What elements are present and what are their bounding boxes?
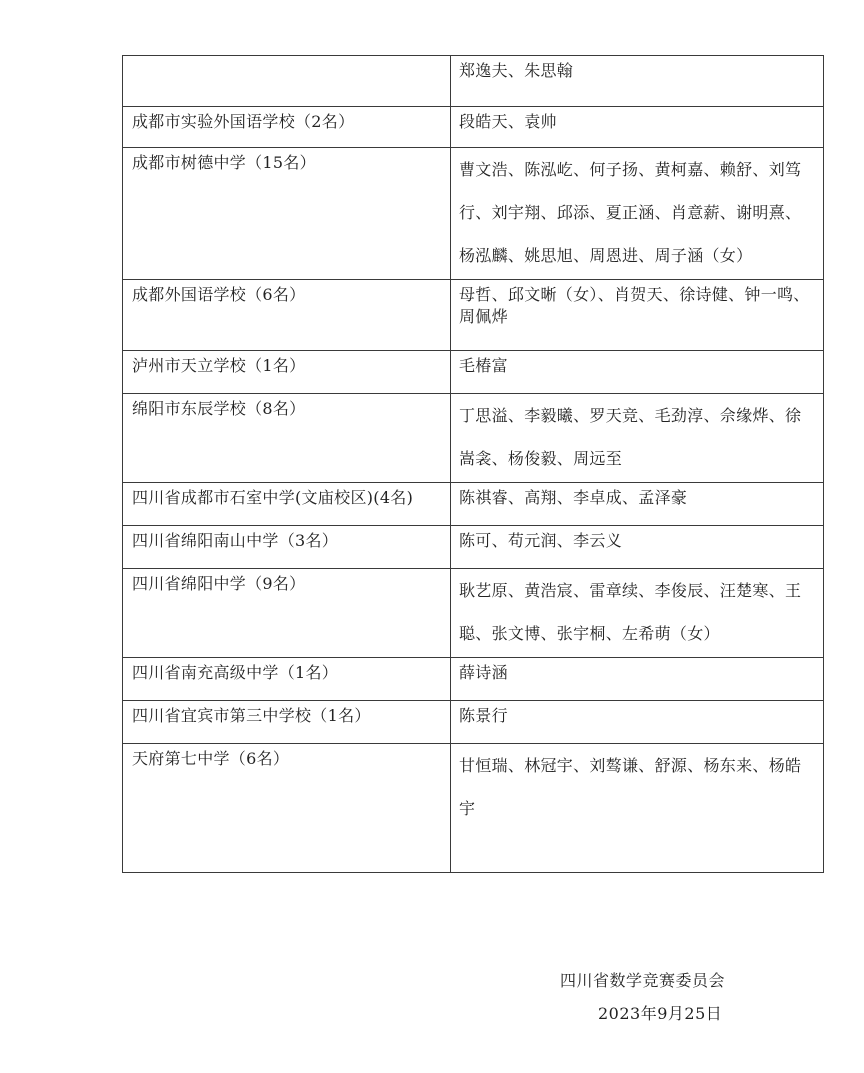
issue-date: 2023年9月25日 — [598, 1004, 723, 1023]
table-row — [123, 56, 824, 107]
school-cell: 泸州市天立学校（1名） — [123, 351, 451, 394]
names-cell: 陈可、苟元润、李云义 — [451, 526, 824, 569]
award-roster-table — [122, 55, 824, 873]
school-cell: 绵阳市东辰学校（8名） — [123, 394, 451, 483]
table-row — [123, 280, 824, 351]
names-cell: 丁思溢、李毅曦、罗天竞、毛劲淳、佘缘烨、徐嵩衾、杨俊毅、周远至 — [451, 394, 824, 483]
school-cell: 成都市实验外国语学校（2名） — [123, 107, 451, 148]
table-row — [123, 744, 824, 873]
school-cell: 成都市树德中学（15名） — [123, 148, 451, 280]
school-cell — [123, 56, 451, 107]
names-cell: 陈祺睿、高翔、李卓成、孟泽豪 — [451, 483, 824, 526]
names-cell: 薛诗涵 — [451, 658, 824, 701]
names-cell: 耿艺原、黄浩宸、雷章续、李俊辰、汪楚寒、王聪、张文博、张宇桐、左希萌（女） — [451, 569, 824, 658]
school-cell: 四川省宜宾市第三中学校（1名） — [123, 701, 451, 744]
names-cell: 甘恒瑞、林冠宇、刘骜谦、舒源、杨东来、杨皓宇 — [451, 744, 824, 873]
table-row — [123, 483, 824, 526]
names-cell: 段皓天、袁帅 — [451, 107, 824, 148]
school-cell: 天府第七中学（6名） — [123, 744, 451, 873]
names-cell: 母哲、邱文晰（女）、肖贺天、徐诗健、钟一鸣、周佩烨 — [451, 280, 824, 351]
table-row — [123, 394, 824, 483]
school-cell: 四川省成都市石室中学(文庙校区)(4名) — [123, 483, 451, 526]
table-row — [123, 351, 824, 394]
table-row — [123, 107, 824, 148]
names-cell: 毛椿富 — [451, 351, 824, 394]
table-row — [123, 658, 824, 701]
school-cell: 成都外国语学校（6名） — [123, 280, 451, 351]
names-cell: 郑逸夫、朱思翰 — [451, 56, 824, 107]
table-row — [123, 148, 824, 280]
table-row — [123, 526, 824, 569]
table-row — [123, 569, 824, 658]
school-cell: 四川省南充高级中学（1名） — [123, 658, 451, 701]
school-cell: 四川省绵阳中学（9名） — [123, 569, 451, 658]
school-cell: 四川省绵阳南山中学（3名） — [123, 526, 451, 569]
table-row — [123, 701, 824, 744]
names-cell: 曹文浩、陈泓屹、何子扬、黄柯嘉、赖舒、刘笃行、刘宇翔、邱添、夏正涵、肖意薪、谢明熹、杨泓麟、姚思旭、周恩进、周子涵（女） — [451, 148, 824, 280]
issuing-organization: 四川省数学竞赛委员会 — [560, 971, 726, 990]
names-cell: 陈景行 — [451, 701, 824, 744]
